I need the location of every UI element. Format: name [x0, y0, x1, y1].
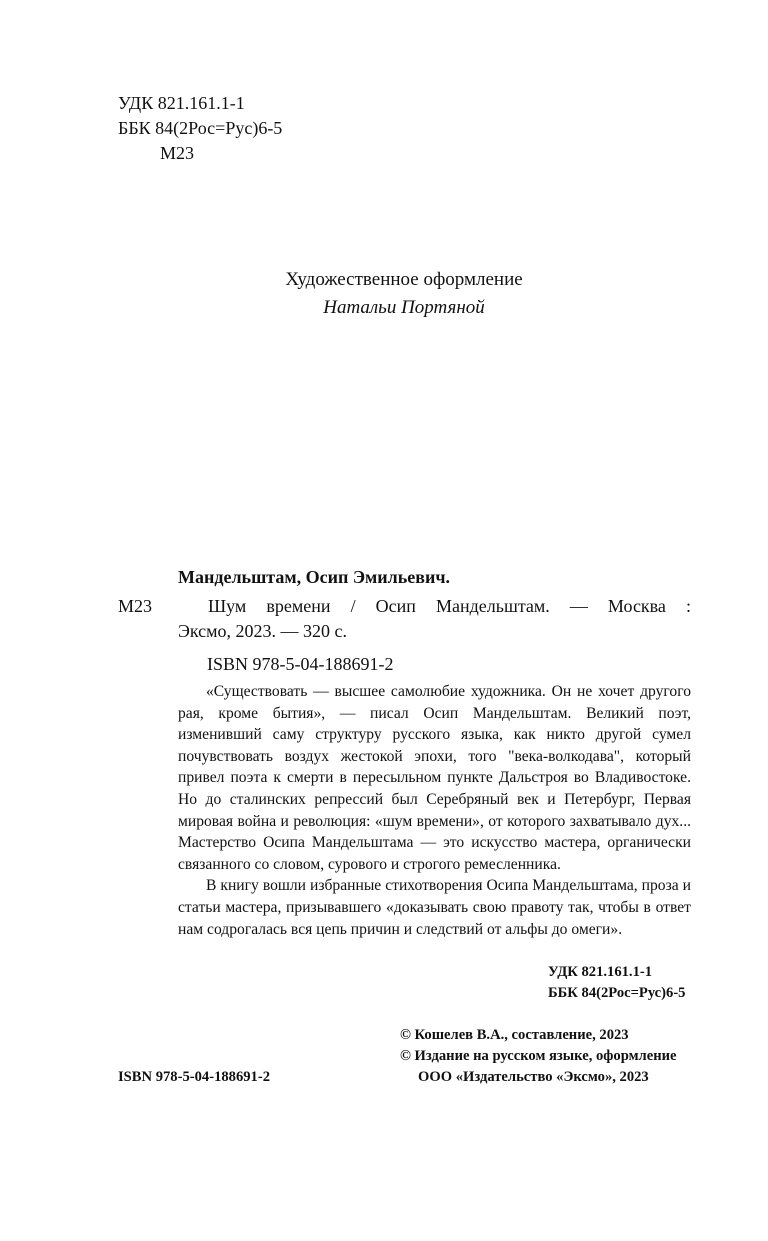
- footer-classification: [548, 962, 685, 1004]
- footer-udk: УДК 821.161.1-1: [548, 964, 653, 980]
- design-credit-label: Художественное оформление: [285, 269, 523, 290]
- catalog-mark: М23: [118, 596, 153, 616]
- annotation-paragraph-2: В книгу вошли избранные стихотворения Осипа Мандельштама, проза и статьи мастера, призывавшего «доказывать свою правоту так, чтобы в ответ нам содрогалась вся цепь причин и следствий от альфы до омеги».: [178, 877, 691, 938]
- classification-block: [118, 91, 282, 166]
- designer-name: Натальи Портяной: [323, 297, 485, 318]
- catalog-title: [178, 594, 691, 644]
- catalog-author: Мандельштам, Осип Эмильевич.: [178, 567, 451, 587]
- footer-bbk: ББК 84(2Рос=Рус)6-5: [548, 985, 686, 1001]
- design-credit: [20, 266, 768, 322]
- annotation: [178, 681, 691, 940]
- bbk-code: ББК 84(2Рос=Рус)6-5: [118, 118, 283, 138]
- author-mark: М23: [160, 143, 195, 163]
- annotation-paragraph-1: «Существовать — высшее самолюбие художника. Он не хочет другого рая, кроме бытия», — писал Осип Мандельштам. Великий поэт, изменивший саму структуру русского языка, как никто другой сумел почувствовать воздух жестокой эпохи, того "века-волкодава", который привел поэта к смерти в пересыльном пункте Дальстроя во Владивостоке. Но до сталинских репрессий был Серебряный век и Петербург, Первая мировая война и революция: «шум времени», от которого захватывало дух... Мастерство Осипа Мандельштама — это искусство мастера, органически связанного со словом, сурового и строгого ремесленника.: [178, 683, 691, 873]
- copyright-publisher: ООО «Издательство «Эксмо», 2023: [418, 1069, 649, 1085]
- catalog-title-line2: Эксмо, 2023. — 320 с.: [178, 621, 348, 641]
- copyright-compiler: © Кошелев В.А., составление, 2023: [400, 1027, 629, 1043]
- copyright-block: [400, 1025, 677, 1088]
- udk-code: УДК 821.161.1-1: [118, 93, 245, 113]
- copyright-edition: © Издание на русском языке, оформление: [400, 1048, 677, 1064]
- footer-isbn: ISBN 978-5-04-188691-2: [118, 1069, 271, 1085]
- catalog-title-line1: Шум времени / Осип Мандельштам. — Москва :: [208, 596, 691, 616]
- catalog-isbn: ISBN 978-5-04-188691-2: [207, 654, 394, 674]
